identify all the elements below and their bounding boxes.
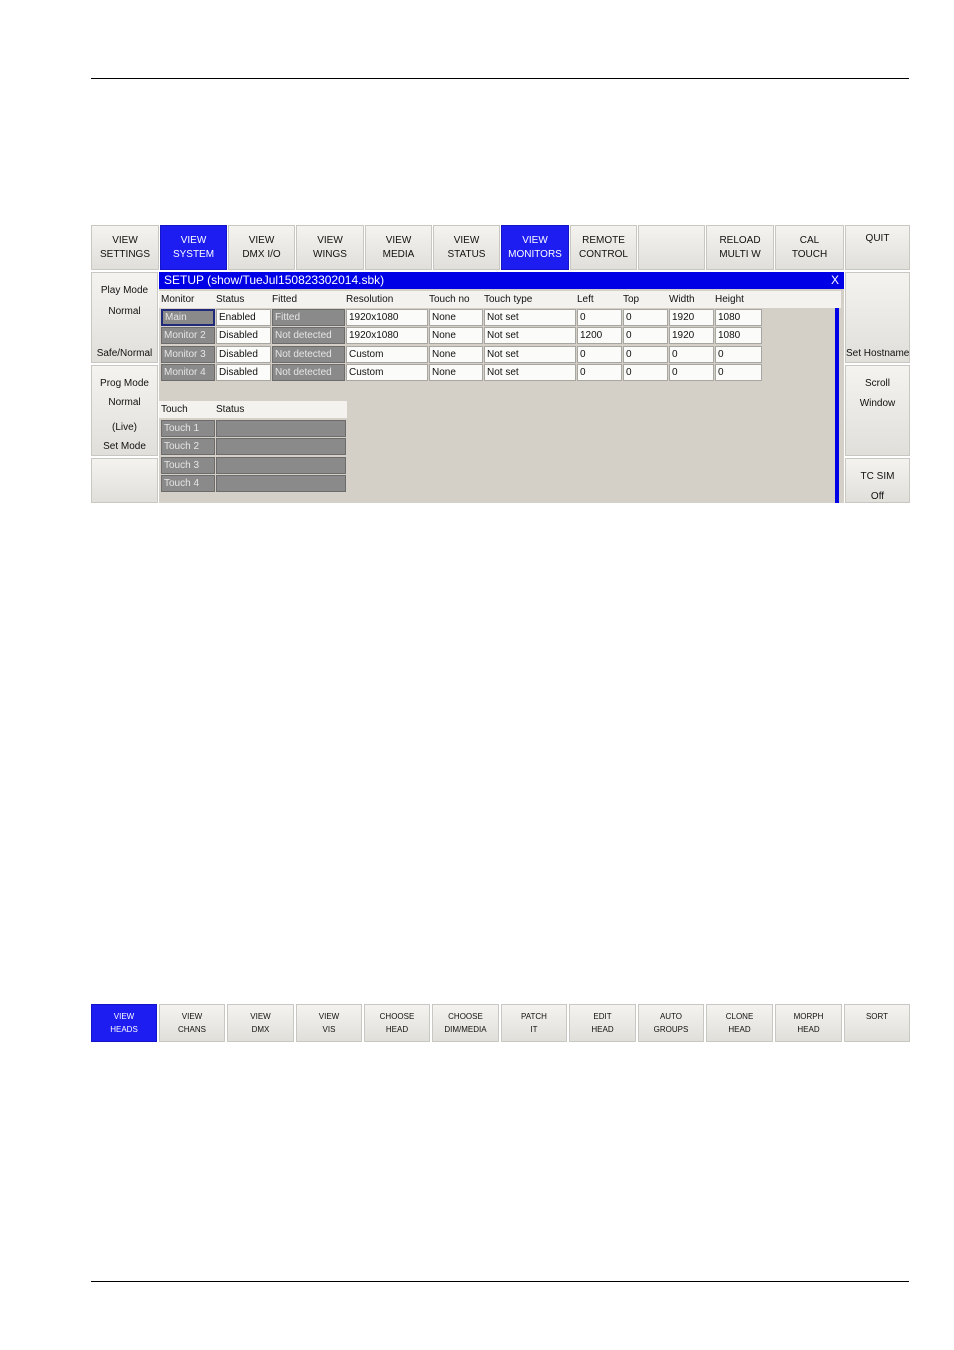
- button-label: EDIT: [593, 1012, 612, 1021]
- table-cell[interactable]: 0: [623, 364, 668, 381]
- prog-mode-sub: (Live): [111, 422, 137, 433]
- column-header: Resolution: [346, 294, 394, 305]
- table-cell[interactable]: 0: [577, 346, 622, 363]
- column-header: Width: [669, 294, 695, 305]
- button-label: PATCH: [521, 1012, 547, 1021]
- close-icon[interactable]: X: [830, 273, 839, 287]
- table-cell[interactable]: 0: [715, 346, 762, 363]
- button-label: DMX: [251, 1025, 270, 1034]
- table-cell[interactable]: 0: [577, 364, 622, 381]
- button-label: VIEW: [113, 1012, 135, 1021]
- patch-it-button[interactable]: [501, 1004, 567, 1042]
- button-label: QUIT: [865, 233, 890, 244]
- scroll-label: Scroll: [864, 378, 890, 389]
- button-label: HEADS: [110, 1025, 138, 1034]
- table-cell[interactable]: 1200: [577, 327, 622, 344]
- touch-status-cell[interactable]: [216, 438, 346, 455]
- button-label: VIEW: [522, 234, 548, 246]
- view-media-button[interactable]: [365, 225, 432, 270]
- button-label: STATUS: [447, 248, 486, 260]
- table-cell[interactable]: Not detected: [272, 327, 345, 344]
- touch-column-header: Status: [216, 404, 245, 415]
- table-cell[interactable]: None: [429, 327, 483, 344]
- view-heads-button[interactable]: [91, 1004, 157, 1042]
- column-header: Height: [715, 294, 744, 305]
- button-label: VIS: [322, 1025, 336, 1034]
- tc-sim-button[interactable]: [845, 458, 910, 503]
- table-cell[interactable]: 1920x1080: [346, 327, 428, 344]
- button-label: HEAD: [385, 1025, 409, 1034]
- button-label: VIEW: [250, 1012, 271, 1021]
- prog-mode-button[interactable]: [91, 365, 158, 456]
- monitor-name-cell[interactable]: Monitor 3: [161, 346, 215, 363]
- sort-button[interactable]: [844, 1004, 910, 1042]
- remote-control-button[interactable]: [570, 225, 637, 270]
- button-label: CLONE: [725, 1012, 754, 1021]
- column-header: Touch type: [484, 294, 533, 305]
- window-label: Window: [859, 398, 896, 409]
- button-label: HEAD: [797, 1025, 820, 1034]
- play-mode-button[interactable]: [91, 272, 158, 363]
- view-settings-button[interactable]: [91, 225, 159, 270]
- column-header: Top: [623, 294, 640, 305]
- button-label: RELOAD: [719, 234, 761, 246]
- view-chans-button[interactable]: [159, 1004, 225, 1042]
- play-mode-label: Play Mode: [100, 285, 149, 296]
- view-dmx-io-button[interactable]: [228, 225, 295, 270]
- clone-head-button[interactable]: [706, 1004, 773, 1042]
- blank-button[interactable]: [638, 225, 705, 270]
- button-label: VIEW: [112, 234, 138, 246]
- touch-status-cell[interactable]: [216, 475, 346, 492]
- tc-sim-value: Off: [870, 491, 885, 502]
- play-mode-value: Normal: [108, 306, 141, 317]
- monitor-name-cell[interactable]: Monitor 2: [161, 327, 215, 344]
- column-header: Monitor: [161, 294, 195, 305]
- button-label: TOUCH: [791, 248, 828, 260]
- button-label: SYSTEM: [172, 248, 215, 260]
- view-status-button[interactable]: [433, 225, 500, 270]
- table-cell[interactable]: 0: [669, 364, 714, 381]
- table-cell[interactable]: Not set: [484, 309, 576, 326]
- table-cell[interactable]: Disabled: [216, 327, 271, 344]
- table-cell[interactable]: None: [429, 346, 483, 363]
- table-cell[interactable]: 1080: [715, 327, 762, 344]
- button-label: DMX I/O: [242, 248, 281, 260]
- table-cell[interactable]: Custom: [346, 364, 428, 381]
- reload-multi-w-button[interactable]: [706, 225, 774, 270]
- view-system-button[interactable]: [160, 225, 227, 270]
- button-label: MULTI W: [719, 248, 761, 260]
- column-header: Fitted: [272, 294, 298, 305]
- table-cell[interactable]: 1920x1080: [346, 309, 428, 326]
- set-hostname-button[interactable]: [845, 272, 910, 363]
- button-label: VIEW: [453, 234, 480, 246]
- button-label: CHOOSE: [379, 1012, 415, 1021]
- table-cell[interactable]: 1920: [669, 327, 714, 344]
- table-cell[interactable]: Not set: [484, 346, 576, 363]
- table-cell[interactable]: Disabled: [216, 346, 271, 363]
- table-cell[interactable]: Fitted: [272, 309, 345, 326]
- set-hostname-label: Set Hostname: [846, 348, 910, 359]
- edit-head-button[interactable]: [569, 1004, 636, 1042]
- left-blank-button[interactable]: [91, 458, 158, 503]
- morph-head-button[interactable]: [775, 1004, 842, 1042]
- table-cell[interactable]: Disabled: [216, 364, 271, 381]
- touch-name-cell[interactable]: Touch 4: [161, 475, 215, 492]
- table-cell[interactable]: Not detected: [272, 364, 345, 381]
- table-cell[interactable]: Not set: [484, 364, 576, 381]
- table-cell[interactable]: Not detected: [272, 346, 345, 363]
- view-monitors-button[interactable]: [501, 225, 569, 270]
- button-label: VIEW: [180, 234, 207, 246]
- button-label: CHANS: [177, 1025, 206, 1034]
- choose-head-button[interactable]: [364, 1004, 430, 1042]
- button-label: MONITORS: [508, 248, 562, 260]
- bottom-rule: [91, 1281, 909, 1282]
- table-cell[interactable]: 1920: [669, 309, 714, 326]
- button-label: MEDIA: [382, 248, 415, 260]
- quit-button[interactable]: [845, 225, 910, 270]
- prog-mode-label: Prog Mode: [100, 378, 149, 389]
- button-label: GROUPS: [653, 1025, 689, 1034]
- button-label: MORPH: [793, 1012, 824, 1021]
- tc-sim-label: TC SIM: [860, 471, 895, 482]
- button-label: HEAD: [728, 1025, 751, 1034]
- button-label: WINGS: [313, 248, 347, 260]
- button-label: SETTINGS: [99, 248, 150, 260]
- view-vis-button[interactable]: [296, 1004, 362, 1042]
- choose-dim-media-button[interactable]: [432, 1004, 499, 1042]
- view-dmx-button[interactable]: [227, 1004, 294, 1042]
- button-label: SORT: [865, 1012, 889, 1021]
- column-header: Left: [577, 294, 594, 305]
- safe-normal-label: Safe/Normal: [96, 348, 153, 359]
- table-cell[interactable]: 0: [715, 364, 762, 381]
- touch-name-cell[interactable]: Touch 2: [161, 438, 215, 455]
- monitor-name-cell[interactable]: Monitor 4: [161, 364, 215, 381]
- button-label: CONTROL: [579, 248, 628, 260]
- table-cell[interactable]: 0: [577, 309, 622, 326]
- touch-status-cell[interactable]: [216, 457, 346, 474]
- button-label: AUTO: [659, 1012, 683, 1021]
- button-label: DIM/MEDIA: [444, 1025, 487, 1034]
- button-label: HEAD: [591, 1025, 614, 1034]
- prog-mode-value: Normal: [108, 397, 141, 408]
- button-label: VIEW: [317, 234, 343, 246]
- table-cell[interactable]: None: [429, 309, 483, 326]
- button-label: REMOTE: [582, 234, 625, 246]
- button-label: IT: [530, 1025, 538, 1034]
- button-label: VIEW: [248, 234, 275, 246]
- button-label: CHOOSE: [448, 1012, 483, 1021]
- table-cell[interactable]: Enabled: [216, 309, 271, 326]
- set-mode-label: Set Mode: [103, 441, 146, 452]
- setup-window-titlebar[interactable]: [159, 272, 844, 289]
- top-rule: [91, 78, 909, 79]
- button-label: VIEW: [181, 1012, 203, 1021]
- scroll-window-button[interactable]: [845, 365, 910, 456]
- touch-name-cell[interactable]: Touch 3: [161, 457, 215, 474]
- button-label: CAL: [799, 234, 820, 246]
- table-cell[interactable]: None: [429, 364, 483, 381]
- table-cell[interactable]: Not set: [484, 327, 576, 344]
- setup-window-title: SETUP (show/TueJul150823302014.sbk): [164, 273, 385, 287]
- auto-groups-button[interactable]: [638, 1004, 704, 1042]
- table-cell[interactable]: 0: [623, 309, 668, 326]
- touch-column-header: Touch: [161, 404, 188, 415]
- cal-touch-button[interactable]: [775, 225, 844, 270]
- touch-name-cell[interactable]: Touch 1: [161, 420, 215, 437]
- button-label: VIEW: [385, 234, 412, 246]
- column-header: Touch no: [429, 294, 470, 305]
- table-cell[interactable]: 0: [669, 346, 714, 363]
- view-wings-button[interactable]: [296, 225, 364, 270]
- monitor-name-cell[interactable]: Main: [161, 309, 215, 326]
- column-header: Status: [216, 294, 245, 305]
- table-cell[interactable]: Custom: [346, 346, 428, 363]
- touch-status-cell[interactable]: [216, 420, 346, 437]
- table-cell[interactable]: 0: [623, 346, 668, 363]
- table-cell[interactable]: 0: [623, 327, 668, 344]
- vertical-scrollbar[interactable]: [835, 291, 839, 503]
- button-label: VIEW: [318, 1012, 340, 1021]
- table-cell[interactable]: 1080: [715, 309, 762, 326]
